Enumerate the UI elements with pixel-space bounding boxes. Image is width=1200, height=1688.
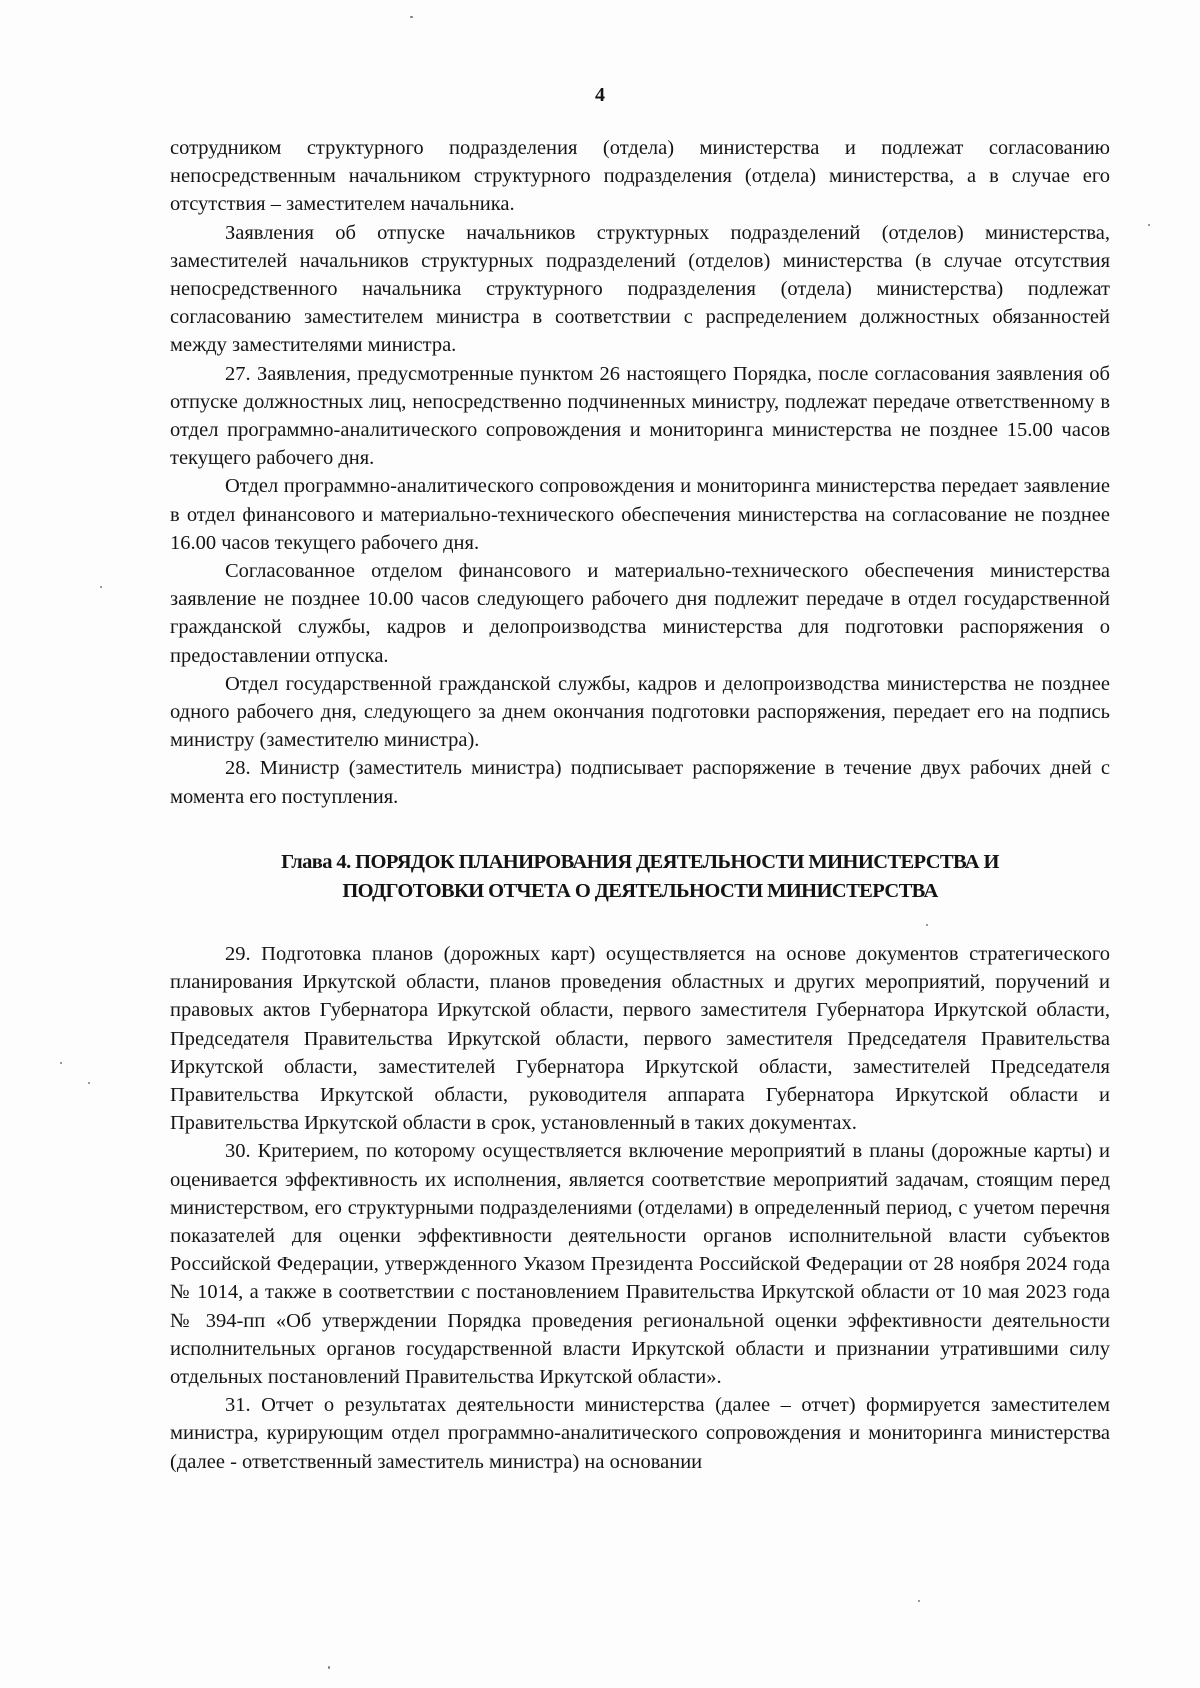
- chapter-heading: [170, 848, 1110, 906]
- scan-speck: [88, 1082, 90, 1084]
- scan-speck: [918, 1600, 920, 1602]
- paragraph-civil-service-dept: Отдел государственной гражданской службы, кадров и делопроизводства министерства не позднее одного рабочего дня, следующего за днем окончания подготовки распоряжения, передает его на подпись министру (заместителю министра).: [170, 672, 1110, 752]
- paragraph-30: 30. Критерием, по которому осуществляется включение мероприятий в планы (дорожные карты) и оценивается эффективность их исполнения, является соответствие мероприятий задачам, стоящим перед министерством, его структурными подразделениями (отделами) в определенный период, с учетом перечня показателей для оценки эффективности деятельности органов исполнительной власти субъектов Российской Федерации, утвержденного Указом Президента Российской Федерации от 28 ноября 2024 года № 1014, а также в соответствии с постановлением Правительства Иркутской области от 10 мая 2023 года № 394-пп «Об утверждении Порядка проведения региональной оценки эффективности деятельности исполнительных органов государственной власти Иркутской области и признании утратившими силу отдельных постановлений Правительства Иркутской области».: [170, 1140, 1110, 1389]
- page-number: 4: [595, 84, 605, 106]
- scan-speck: [100, 586, 102, 588]
- scan-speck: [60, 1062, 62, 1064]
- scan-speck: [926, 924, 928, 926]
- paragraph-31: 31. Отчет о результатах деятельности министерства (далее – отчет) формируется заместителем министра, курирующим отдел программно-аналитического сопровождения и мониторинга министерства (далее - ответственный заместитель министра) на основании: [170, 1394, 1110, 1473]
- body-text-bottom: [170, 940, 1110, 1476]
- paragraph-27: 27. Заявления, предусмотренные пунктом 26 настоящего Порядка, после согласования заявления об отпуске должностных лиц, непосредственно подчиненных министру, подлежат передаче ответственному в отдел программно-аналитического сопровождения и мониторинга министерства не позднее 15.00 часов текущего рабочего дня.: [170, 362, 1110, 470]
- scan-speck: [328, 1666, 330, 1669]
- paragraph-continuation: сотрудником структурного подразделения (отдела) министерства и подлежат согласованию непосредственным начальником структурного подразделения (отдела) министерства, а в случае его отсутствия – заместителем начальника.: [170, 137, 1110, 216]
- paragraph-29: 29. Подготовка планов (дорожных карт) осуществляется на основе документов стратегического планирования Иркутской области, планов проведения областных и других мероприятий, поручений и правовых актов Губернатора Иркутской области, первого заместителя Губернатора Иркутской области, Председателя Правительства Иркутской области, первого заместителя Председателя Правительства Иркутской области, заместителей Губернатора Иркутской области, заместителей Председателя Правительства Иркутской области, руководителя аппарата Губернатора Иркутской области и Правительства Иркутской области в срок, установленный в таких документах.: [170, 943, 1110, 1135]
- chapter-heading-line-2: ПОДГОТОВКИ ОТЧЕТА О ДЕЯТЕЛЬНОСТИ МИНИСТЕРСТВА: [342, 880, 938, 902]
- paragraph-28: 28. Министр (заместитель министра) подписывает распоряжение в течение двух рабочих дней с момента его поступления.: [170, 757, 1110, 808]
- body-text-top: [170, 134, 1110, 811]
- scan-speck: [1148, 224, 1150, 226]
- paragraph-heads-approval: Заявления об отпуске начальников структурных подразделений (отделов) министерства, заместителей начальников структурных подразделений (отделов) министерства (в случае отсутствия непосредственного начальника структурного подразделения (отдела) министерства) подлежат согласованию заместителем министра в соответствии с распределением должностных обязанностей между заместителями министра.: [170, 221, 1110, 357]
- paragraph-monitoring-dept: Отдел программно-аналитического сопровождения и мониторинга министерства передает заявление в отдел финансового и материально-технического обеспечения министерства на согласование не позднее 16.00 часов текущего рабочего дня.: [170, 475, 1110, 554]
- scan-speck: [410, 16, 413, 18]
- paragraph-finance-dept: Согласованное отделом финансового и материально-технического обеспечения министерства заявление не позднее 10.00 часов следующего рабочего дня подлежит передаче в отдел государственной гражданской службы, кадров и делопроизводства министерства для подготовки распоряжения о предоставлении отпуска.: [170, 560, 1110, 667]
- chapter-heading-line-1: Глава 4. ПОРЯДОК ПЛАНИРОВАНИЯ ДЕЯТЕЛЬНОСТИ МИНИСТЕРСТВА И: [281, 851, 999, 873]
